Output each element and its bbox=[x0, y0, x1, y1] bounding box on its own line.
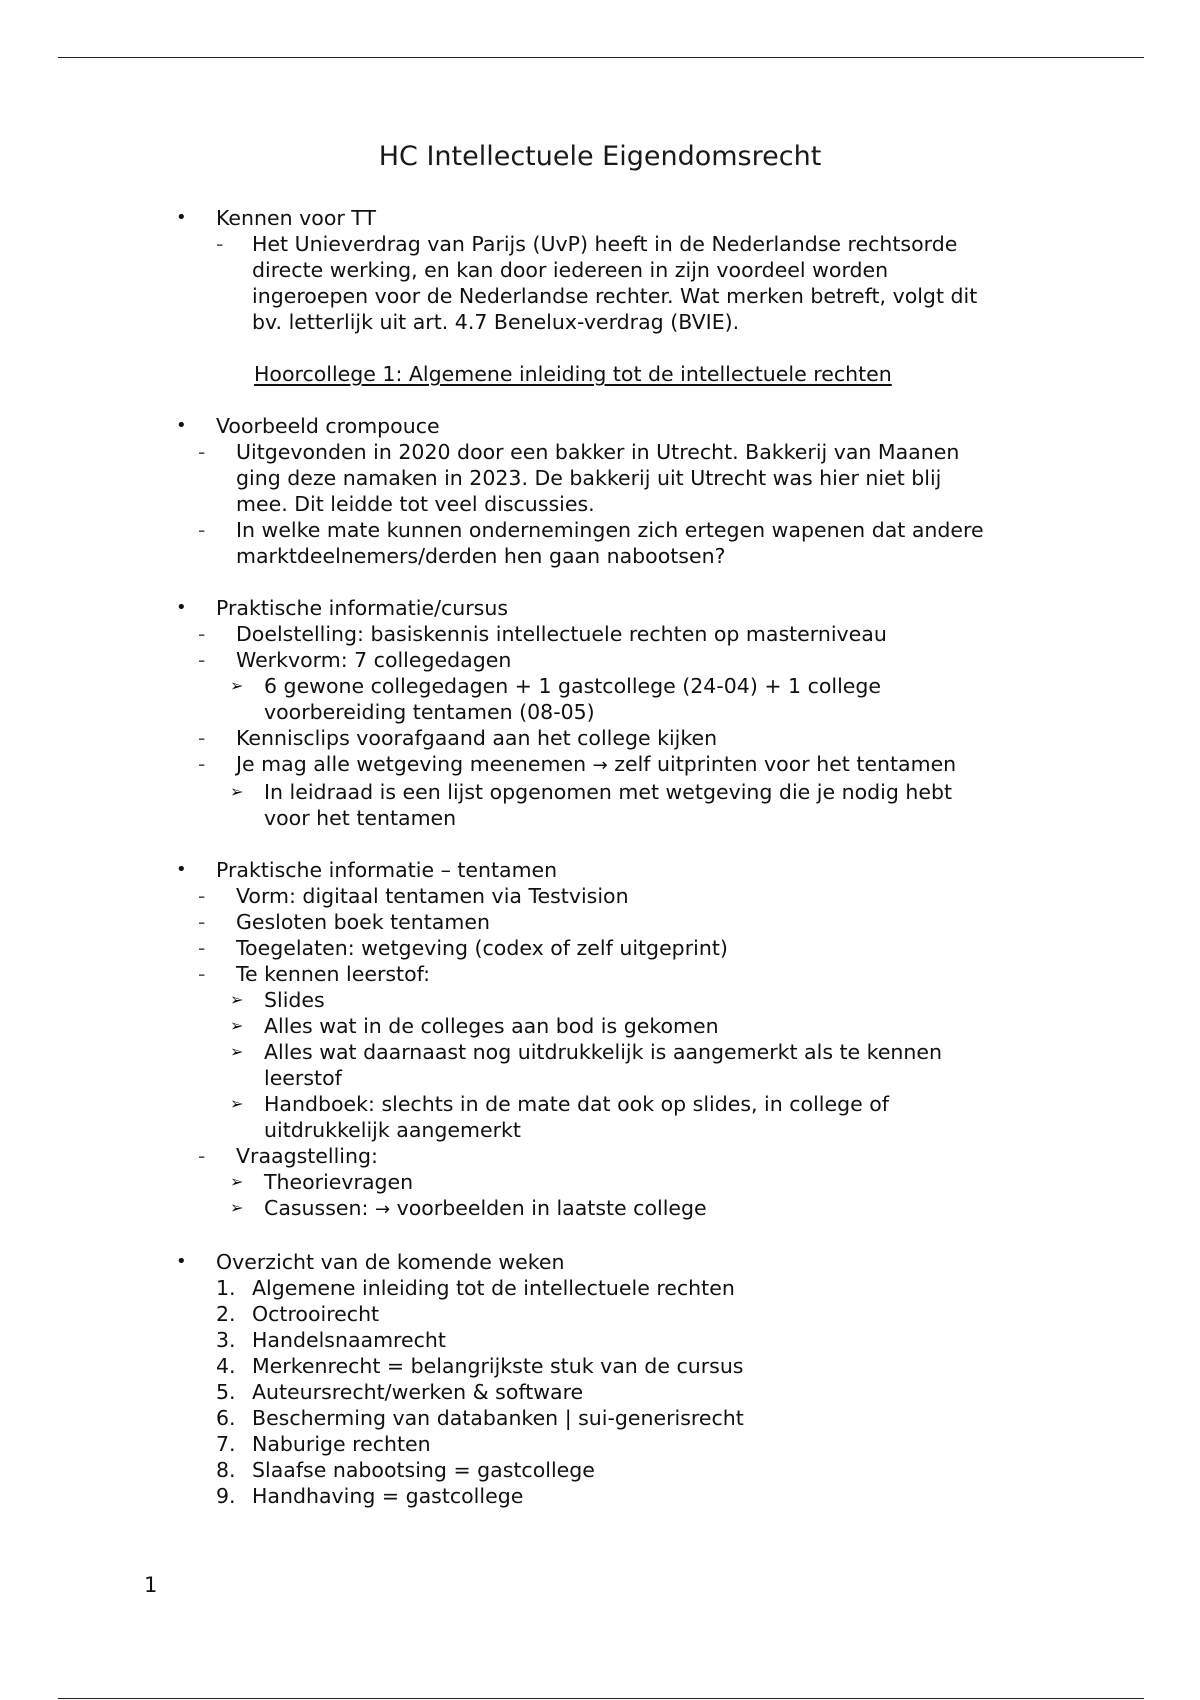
numbered-text: Handelsnaamrecht bbox=[252, 1328, 446, 1352]
arrow-item bbox=[0, 1169, 1200, 1195]
item-number: 5. bbox=[216, 1380, 236, 1404]
numbered-text: Bescherming van databanken | sui-generisrecht bbox=[252, 1406, 744, 1430]
bullet-marker: • bbox=[176, 859, 187, 880]
numbered-item bbox=[0, 1353, 1200, 1379]
arrow-bullet-icon: ➢ bbox=[230, 1094, 244, 1113]
lecture-heading-row bbox=[0, 361, 1200, 387]
dash-text: Toegelaten: wetgeving (codex of zelf uitgeprint) bbox=[236, 936, 728, 960]
bullet-marker: • bbox=[176, 1251, 187, 1272]
right-arrow-icon: → bbox=[592, 755, 608, 776]
dash-text: Het Unieverdrag van Parijs (UvP) heeft in de Nederlandse rechtsorde directe werking, en kan door iedereen in zijn voordeel worden ingeroepen voor de Nederlandse rechter. Wat merken betreft, volgt dit bv. letterlijk uit art. 4.7 Benelux-verdrag (BVIE). bbox=[252, 232, 978, 334]
dash-text: Uitgevonden in 2020 door een bakker in Utrecht. Bakkerij van Maanen ging deze namaken in 2023. De bakkerij uit Utrecht was hier niet blij mee. Dit leidde tot veel discussies. bbox=[236, 440, 960, 516]
bullet-marker: • bbox=[176, 597, 187, 618]
dash-item bbox=[0, 1143, 1200, 1169]
dash-item bbox=[0, 751, 1200, 779]
arrow-item bbox=[0, 1091, 1200, 1143]
dash-marker: - bbox=[198, 910, 206, 934]
dash-marker: - bbox=[198, 518, 206, 542]
bullet-item bbox=[0, 595, 1200, 621]
arrow-bullet-icon: ➢ bbox=[230, 1042, 244, 1061]
arrow-bullet-icon: ➢ bbox=[230, 990, 244, 1009]
dash-marker: - bbox=[198, 622, 206, 646]
numbered-item bbox=[0, 1457, 1200, 1483]
numbered-text: Slaafse nabootsing = gastcollege bbox=[252, 1458, 595, 1482]
bullet-item bbox=[0, 205, 1200, 231]
dash-text: Kennisclips voorafgaand aan het college kijken bbox=[236, 726, 718, 750]
numbered-text: Handhaving = gastcollege bbox=[252, 1484, 524, 1508]
item-number: 8. bbox=[216, 1458, 236, 1482]
arrow-bullet-icon: ➢ bbox=[230, 1016, 244, 1035]
arrow-text: Alles wat in de colleges aan bod is gekomen bbox=[264, 1014, 719, 1038]
arrow-text: In leidraad is een lijst opgenomen met wetgeving die je nodig hebt voor het tentamen bbox=[264, 780, 953, 830]
bullet-heading: Kennen voor TT bbox=[216, 206, 376, 230]
header-rule bbox=[58, 57, 1144, 58]
dash-item bbox=[0, 439, 1200, 517]
dash-text bbox=[236, 751, 1200, 779]
document-body bbox=[0, 205, 1200, 1509]
dash-marker: - bbox=[198, 648, 206, 672]
dash-marker: - bbox=[198, 884, 206, 908]
arrow-item bbox=[0, 1039, 1200, 1091]
dash-text: Gesloten boek tentamen bbox=[236, 910, 490, 934]
bullet-heading: Overzicht van de komende weken bbox=[216, 1250, 565, 1274]
item-number: 4. bbox=[216, 1354, 236, 1378]
dash-marker: - bbox=[198, 1144, 206, 1168]
arrow-bullet-icon: ➢ bbox=[230, 676, 244, 695]
numbered-item bbox=[0, 1483, 1200, 1509]
arrow-text: Alles wat daarnaast nog uitdrukkelijk is aangemerkt als te kennen leerstof bbox=[264, 1040, 943, 1090]
arrow-item bbox=[0, 987, 1200, 1013]
numbered-item bbox=[0, 1405, 1200, 1431]
arrow-bullet-icon: ➢ bbox=[230, 1198, 244, 1217]
dash-item bbox=[0, 961, 1200, 987]
dash-item bbox=[0, 909, 1200, 935]
numbered-item bbox=[0, 1327, 1200, 1353]
right-arrow-icon: → bbox=[374, 1199, 391, 1220]
bullet-item bbox=[0, 413, 1200, 439]
numbered-text: Merkenrecht = belangrijkste stuk van de cursus bbox=[252, 1354, 744, 1378]
arrow-text: Theorievragen bbox=[264, 1170, 414, 1194]
dash-text-part: Je mag alle wetgeving meenemen bbox=[236, 752, 593, 776]
dash-text: Doelstelling: basiskennis intellectuele rechten op masterniveau bbox=[236, 622, 887, 646]
arrow-text: 6 gewone collegedagen + 1 gastcollege (24-04) + 1 college voorbereiding tentamen (08-05) bbox=[264, 674, 882, 724]
arrow-item bbox=[0, 1013, 1200, 1039]
bullet-item bbox=[0, 857, 1200, 883]
dash-marker: - bbox=[198, 936, 206, 960]
dash-item bbox=[0, 935, 1200, 961]
dash-text: In welke mate kunnen ondernemingen zich ertegen wapenen dat andere marktdeelnemers/derden hen gaan nabootsen? bbox=[236, 518, 984, 568]
arrow-text: Handboek: slechts in de mate dat ook op slides, in college of uitdrukkelijk aangemerkt bbox=[264, 1092, 889, 1142]
document-title: HC Intellectuele Eigendomsrecht bbox=[378, 141, 822, 172]
dash-text: Werkvorm: 7 collegedagen bbox=[236, 648, 512, 672]
numbered-item bbox=[0, 1379, 1200, 1405]
item-number: 1. bbox=[216, 1276, 236, 1300]
numbered-item bbox=[0, 1301, 1200, 1327]
dash-text-part: zelf uitprinten voor het tentamen bbox=[607, 752, 957, 776]
bullet-marker: • bbox=[176, 415, 187, 436]
item-number: 9. bbox=[216, 1484, 236, 1508]
bullet-heading: Praktische informatie/cursus bbox=[216, 596, 509, 620]
numbered-item bbox=[0, 1431, 1200, 1457]
dash-marker: - bbox=[198, 752, 206, 776]
numbered-text: Naburige rechten bbox=[252, 1432, 431, 1456]
numbered-item bbox=[0, 1275, 1200, 1301]
numbered-text: Octrooirecht bbox=[252, 1302, 380, 1326]
arrow-text-part: Casussen: bbox=[264, 1196, 375, 1220]
arrow-text bbox=[264, 1195, 1200, 1223]
numbered-text: Algemene inleiding tot de intellectuele rechten bbox=[252, 1276, 735, 1300]
arrow-item bbox=[0, 673, 1200, 725]
arrow-text-part: voorbeelden in laatste college bbox=[390, 1196, 707, 1220]
arrow-bullet-icon: ➢ bbox=[230, 1172, 244, 1191]
dash-item bbox=[0, 725, 1200, 751]
dash-marker: - bbox=[198, 440, 206, 464]
dash-item bbox=[0, 621, 1200, 647]
footer-rule bbox=[58, 1698, 1144, 1699]
dash-text: Vraagstelling: bbox=[236, 1144, 378, 1168]
dash-marker: - bbox=[216, 232, 224, 256]
arrow-text: Slides bbox=[264, 988, 325, 1012]
arrow-item bbox=[0, 1195, 1200, 1223]
dash-marker: - bbox=[198, 726, 206, 750]
dash-item bbox=[0, 647, 1200, 673]
dash-marker: - bbox=[198, 962, 206, 986]
bullet-heading: Voorbeeld crompouce bbox=[216, 414, 440, 438]
dash-text: Te kennen leerstof: bbox=[236, 962, 431, 986]
item-number: 7. bbox=[216, 1432, 236, 1456]
arrow-item bbox=[0, 779, 1200, 831]
page-number: 1 bbox=[144, 1573, 158, 1597]
item-number: 6. bbox=[216, 1406, 236, 1430]
lecture-heading: Hoorcollege 1: Algemene inleiding tot de intellectuele rechten bbox=[254, 362, 892, 386]
bullet-marker: • bbox=[176, 207, 187, 228]
item-number: 2. bbox=[216, 1302, 236, 1326]
bullet-heading: Praktische informatie – tentamen bbox=[216, 858, 558, 882]
dash-item bbox=[0, 883, 1200, 909]
arrow-bullet-icon: ➢ bbox=[230, 782, 244, 801]
item-number: 3. bbox=[216, 1328, 236, 1352]
dash-item bbox=[0, 517, 1200, 569]
bullet-item bbox=[0, 1249, 1200, 1275]
dash-text: Vorm: digitaal tentamen via Testvision bbox=[236, 884, 629, 908]
numbered-text: Auteursrecht/werken & software bbox=[252, 1380, 584, 1404]
dash-item bbox=[0, 231, 1200, 335]
